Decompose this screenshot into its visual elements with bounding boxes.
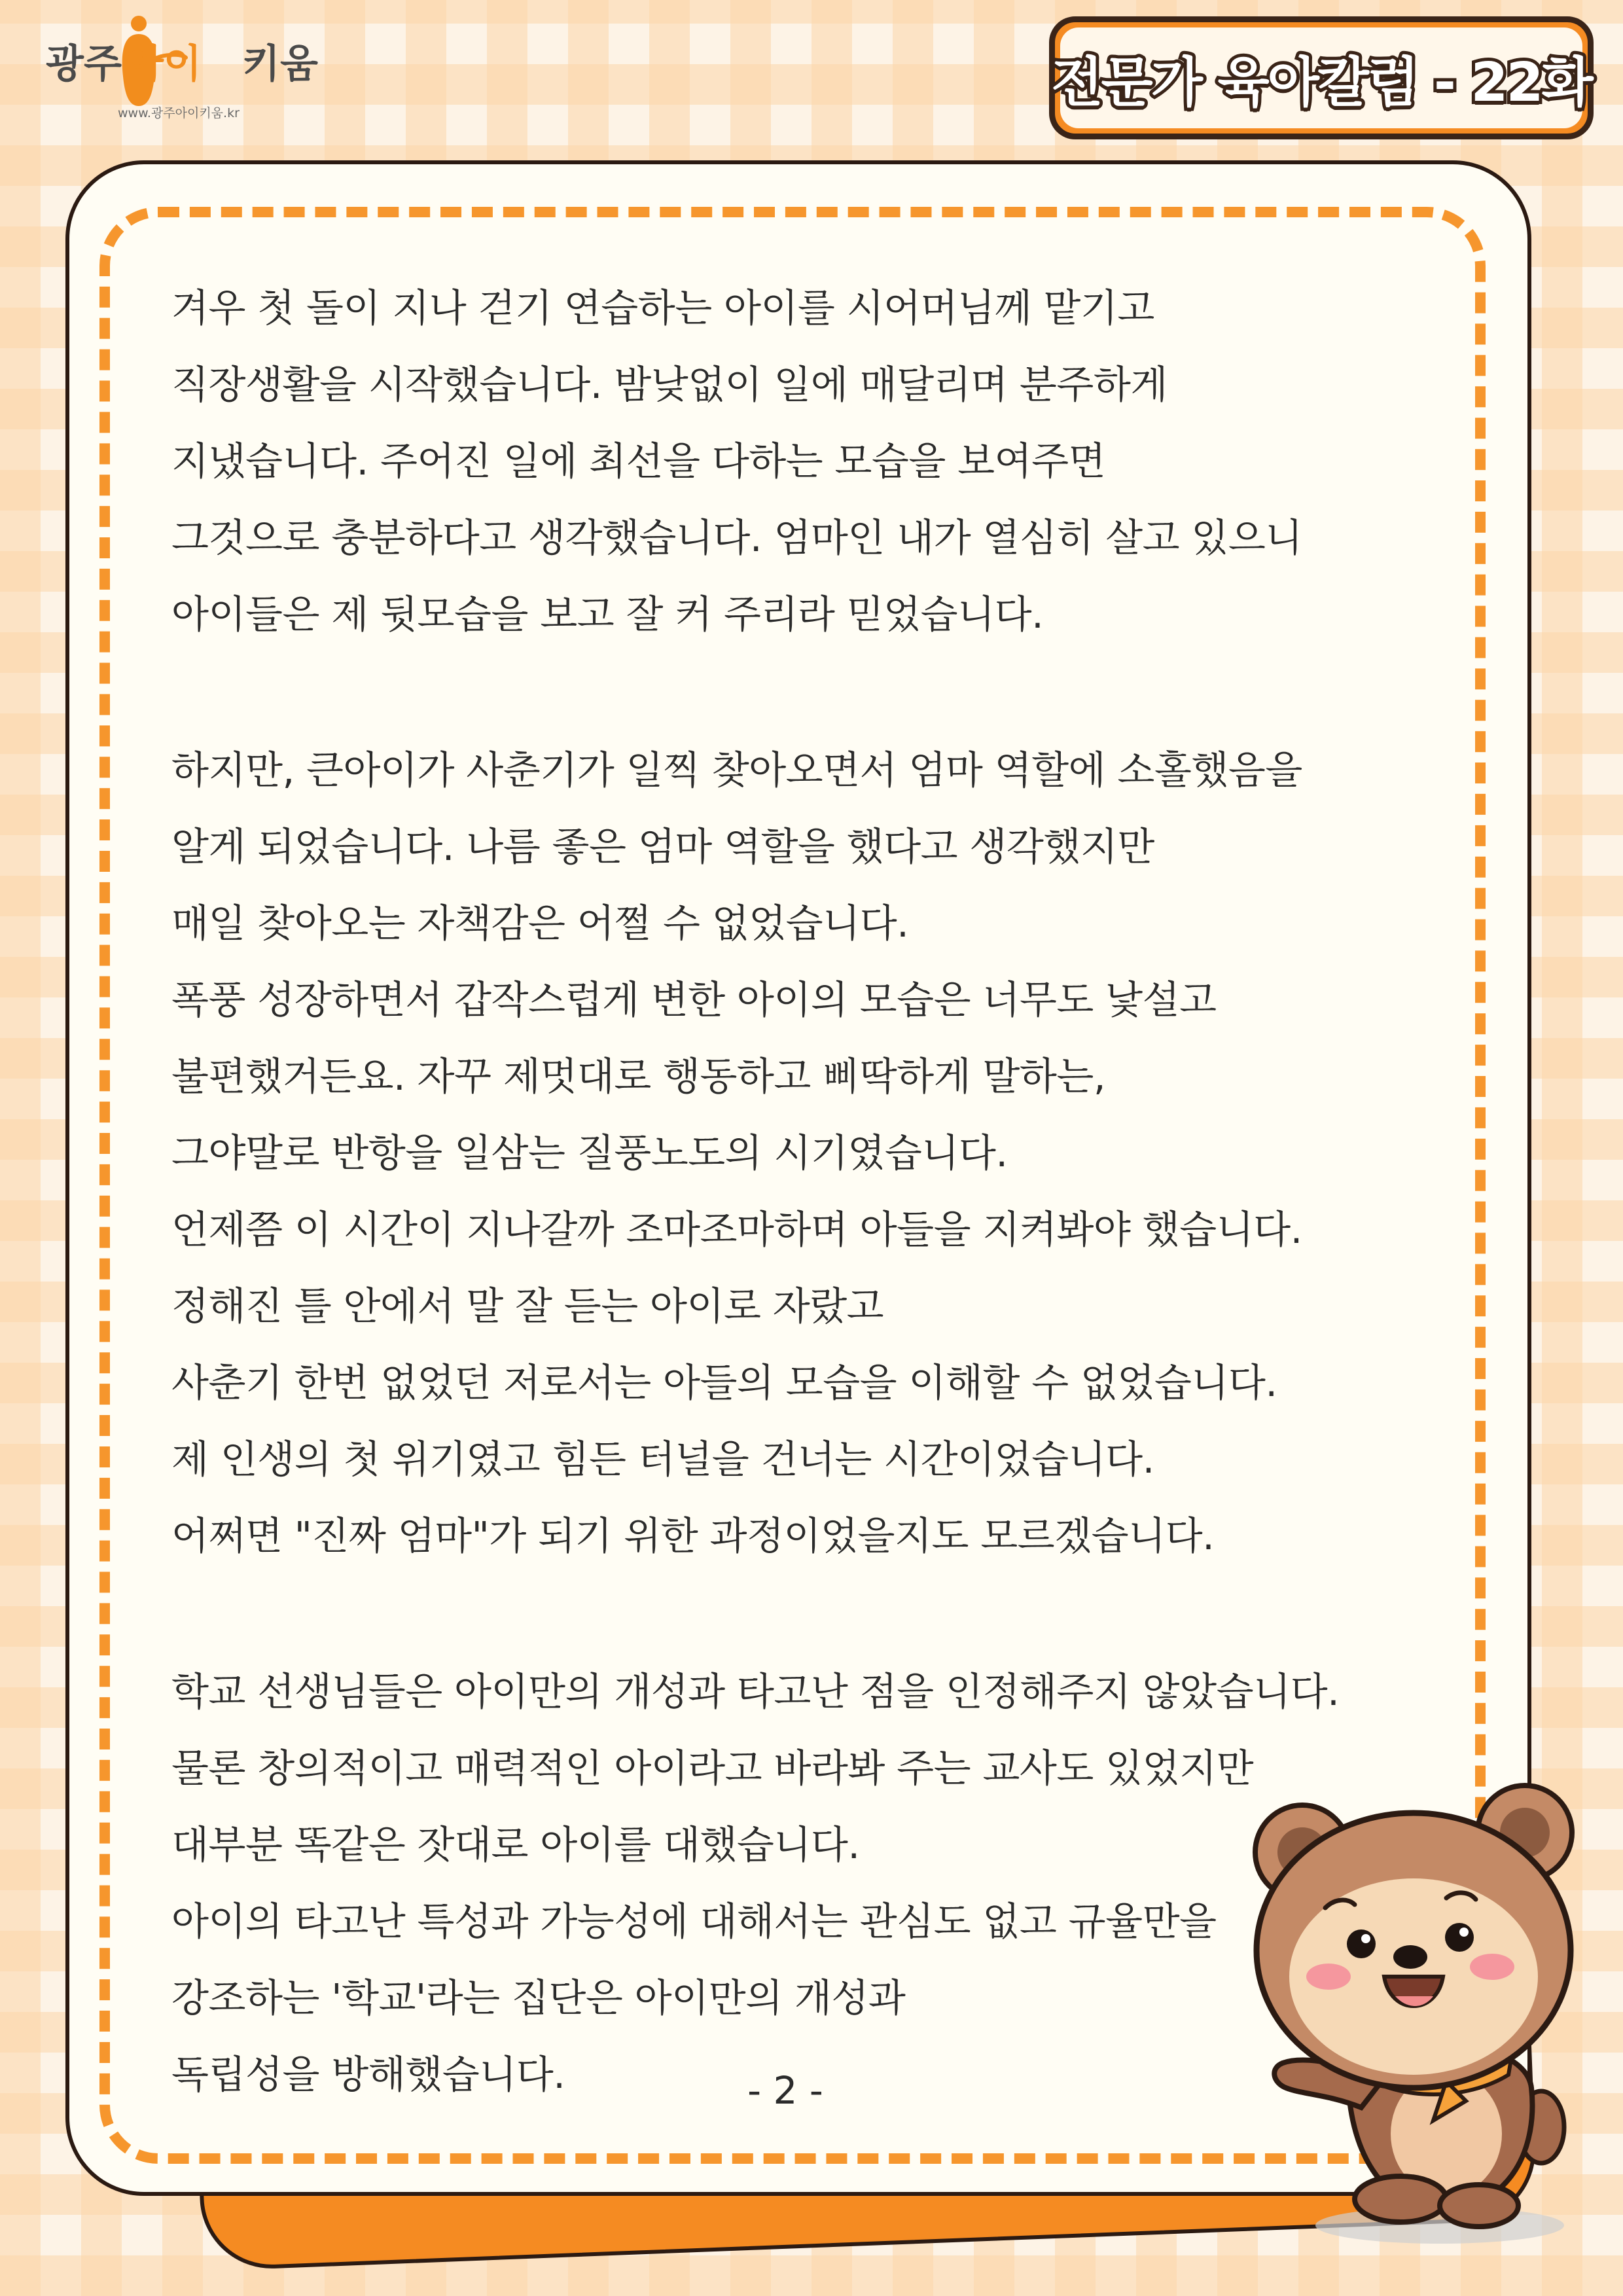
text-line: 정해진 틀 안에서 말 잘 듣는 아이로 자랐고 xyxy=(171,1283,884,1329)
text-line: 물론 창의적이고 매력적인 아이라고 바라봐 주는 교사도 있었지만 xyxy=(171,1746,1254,1791)
text-line: 제 인생의 첫 위기였고 힘든 터널을 건너는 시간이었습니다. xyxy=(171,1437,1154,1482)
logo-url: www.광주아이키움.kr xyxy=(118,106,240,120)
logo-ai-text: 아이 xyxy=(126,41,202,87)
column-title: 전문가 육아칼럼 - 22화 xyxy=(1051,51,1592,114)
text-line: 아이들은 제 뒷모습을 보고 잘 커 주리라 믿었습니다. xyxy=(171,592,1044,637)
text-line: 사춘기 한번 없었던 저로서는 아들의 모습을 이해할 수 없었습니다. xyxy=(171,1360,1277,1405)
logo xyxy=(46,14,334,132)
column-body xyxy=(171,270,1402,2192)
paragraph-1 xyxy=(171,270,1402,653)
text-line: 언제쯤 이 시간이 지나갈까 조마조마하며 아들을 지켜봐야 했습니다. xyxy=(171,1207,1302,1252)
text-line: 학교 선생님들은 아이만의 개성과 타고난 점을 인정해주지 않았습니다. xyxy=(171,1669,1340,1714)
text-line: 불편했거든요. 자꾸 제멋대로 행동하고 삐딱하게 말하는, xyxy=(171,1054,1106,1099)
text-line: 하지만, 큰아이가 사춘기가 일찍 찾아오면서 엄마 역할에 소홀했음을 xyxy=(171,747,1302,793)
text-line: 독립성을 방해했습니다. xyxy=(171,2052,565,2097)
text-line: 겨우 첫 돌이 지나 걷기 연습하는 아이를 시어머님께 맡기고 xyxy=(171,285,1154,331)
logo-gwangju-text: 광주 xyxy=(46,41,122,87)
text-line: 지냈습니다. 주어진 일에 최선을 다하는 모습을 보여주면 xyxy=(171,439,1106,484)
text-line: 그것으로 충분하다고 생각했습니다. 엄마인 내가 열심히 살고 있으니 xyxy=(171,515,1302,560)
text-line: 직장생활을 시작했습니다. 밤낮없이 일에 매달리며 분주하게 xyxy=(171,362,1168,407)
text-line: 그야말로 반항을 일삼는 질풍노도의 시기였습니다. xyxy=(171,1130,1008,1175)
paragraph-3 xyxy=(171,1653,1402,2113)
text-line: 강조하는 '학교'라는 집단은 아이만의 개성과 xyxy=(171,1975,906,2020)
text-line: 아이의 타고난 특성과 가능성에 대해서는 관심도 없고 규율만을 xyxy=(171,1899,1217,1944)
logo-kium-text: 키움 xyxy=(242,41,318,87)
text-line: 대부분 똑같은 잣대로 아이를 대했습니다. xyxy=(171,1822,860,1867)
text-line: 폭풍 성장하면서 갑작스럽게 변한 아이의 모습은 너무도 낯설고 xyxy=(171,977,1217,1022)
column-title-badge-inner xyxy=(1051,27,1592,128)
text-line: 어쩌면 "진짜 엄마"가 되기 위한 과정이었을지도 모르겠습니다. xyxy=(171,1513,1215,1558)
text-line: 알게 되었습니다. 나름 좋은 엄마 역할을 했다고 생각했지만 xyxy=(171,824,1154,869)
text-line: 매일 찾아오는 자책감은 어쩔 수 없었습니다. xyxy=(171,901,909,946)
column-title-badge xyxy=(1049,16,1594,139)
paragraph-2 xyxy=(171,732,1402,1574)
page-number: - 2 - xyxy=(747,2068,823,2113)
quokka-mascot xyxy=(1250,1780,1590,2251)
